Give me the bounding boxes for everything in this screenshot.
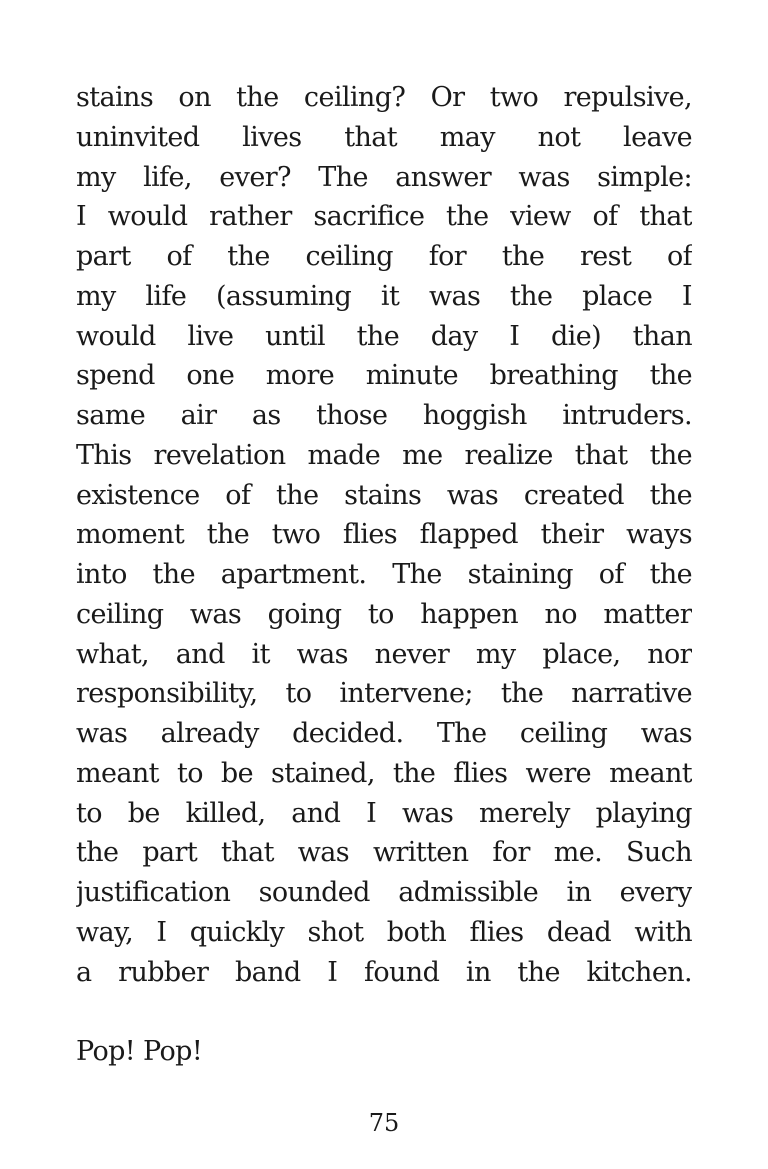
exclamation-line: Pop! Pop! (76, 1036, 203, 1067)
text-line: I would rather sacrifice the view of that (76, 201, 692, 233)
text-line: my life, ever? The answer was simple: (76, 161, 692, 193)
text-line: to be killed, and I was merely playing (76, 797, 692, 829)
text-line: what, and it was never my place, nor (76, 638, 692, 670)
text-line: would live until the day I die) than (76, 320, 692, 352)
text-line: was already decided. The ceiling was (76, 718, 692, 749)
text-line: moment the two flies flapped their ways (76, 519, 692, 551)
text-line: a rubber band I found in the kitchen. (76, 956, 692, 988)
text-line: stains on the ceiling? Or two repulsive, (76, 82, 692, 113)
text-line: existence of the stains was created the (76, 479, 692, 511)
text-line: responsibility, to intervene; the narrative (76, 678, 692, 710)
text-line: same air as those hoggish intruders. (76, 400, 692, 431)
page-number: 75 (368, 1109, 400, 1137)
text-line: into the apartment. The staining of the (76, 559, 692, 590)
body-paragraph (76, 78, 692, 992)
text-line: spend one more minute breathing the (76, 360, 692, 392)
text-line: ceiling was going to happen no matter (76, 598, 692, 630)
text-line: justification sounded admissible in every (76, 877, 692, 908)
text-line: my life (assuming it was the place I (76, 280, 692, 312)
text-line: part of the ceiling for the rest of (76, 241, 692, 272)
text-line: This revelation made me realize that the (76, 439, 692, 471)
text-line: the part that was written for me. Such (76, 837, 692, 869)
text-line: uninvited lives that may not leave (76, 121, 692, 153)
text-line: way, I quickly shot both flies dead with (76, 916, 692, 948)
text-line: meant to be stained, the flies were meant (76, 757, 692, 789)
